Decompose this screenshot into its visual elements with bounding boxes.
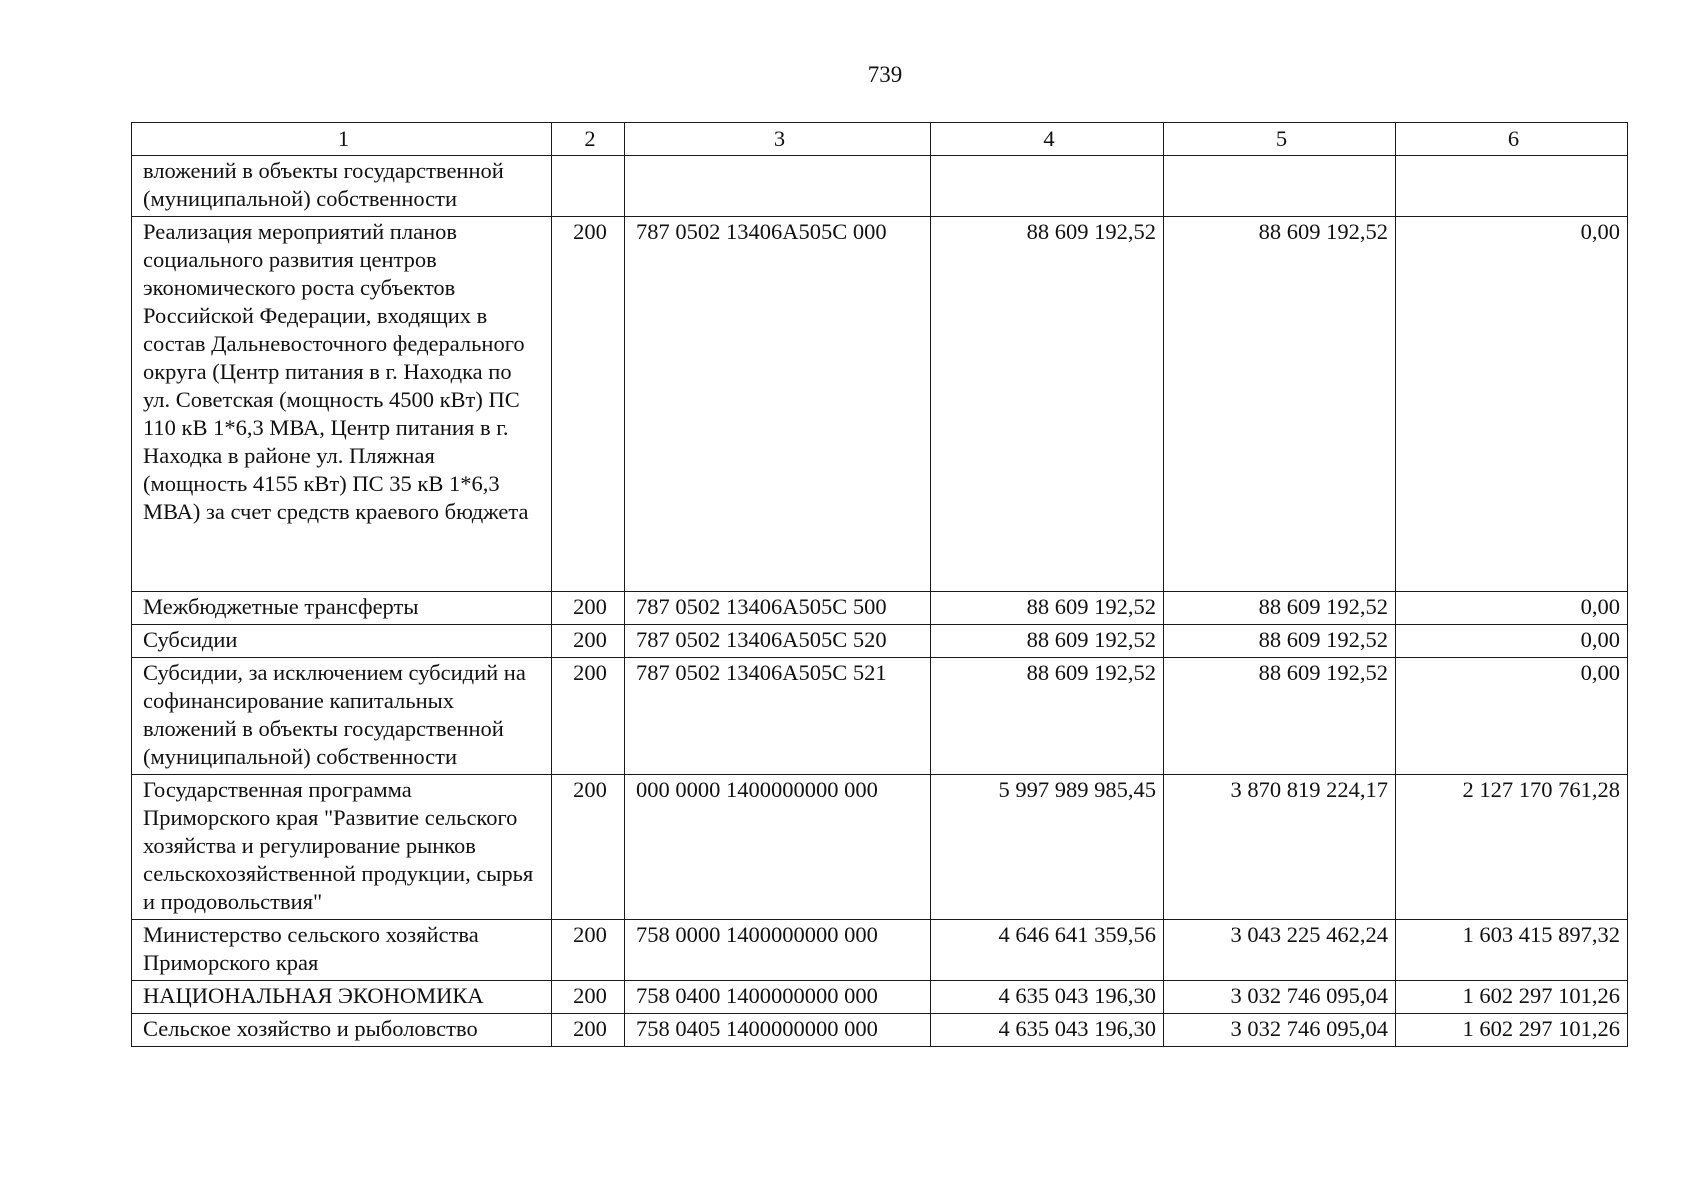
row-code: 200 [552,775,625,920]
column-header: 3 [625,123,931,156]
row-name: Сельское хозяйство и рыболовство [132,1014,552,1047]
row-classification-code: 787 0502 13406А505С 500 [625,592,931,625]
row-value-6 [1396,156,1628,217]
row-value-4: 4 646 641 359,56 [931,920,1164,981]
row-name: Министерство сельского хозяйства Приморского края [132,920,552,981]
column-header: 5 [1164,123,1396,156]
row-name: НАЦИОНАЛЬНАЯ ЭКОНОМИКА [132,981,552,1014]
row-name: Межбюджетные трансферты [132,592,552,625]
row-value-4: 4 635 043 196,30 [931,981,1164,1014]
row-classification-code: 787 0502 13406А505С 000 [625,217,931,592]
table-row [132,217,1628,592]
row-code: 200 [552,592,625,625]
row-value-6: 1 603 415 897,32 [1396,920,1628,981]
row-value-5: 3 043 225 462,24 [1164,920,1396,981]
row-value-6: 0,00 [1396,625,1628,658]
column-header: 4 [931,123,1164,156]
row-value-5: 88 609 192,52 [1164,217,1396,592]
row-name: Субсидии, за исключением субсидий на софинансирование капитальных вложений в объекты государственной (муниципальной) собственности [132,658,552,775]
column-header: 6 [1396,123,1628,156]
row-name: Реализация мероприятий планов социального развития центров экономического роста субъектов Российской Федерации, входящих в состав Дальневосточного федерального округа (Центр питания в г. Находка по ул. Советская (мощность 4500 кВт) ПС 110 кВ 1*6,3 МВА, Центр питания в г. Находка в районе ул. Пляжная (мощность 4155 кВт) ПС 35 кВ 1*6,3 МВА) за счет средств краевого бюджета [132,217,552,592]
row-value-6: 0,00 [1396,217,1628,592]
row-value-5: 88 609 192,52 [1164,658,1396,775]
row-code: 200 [552,981,625,1014]
row-value-5: 88 609 192,52 [1164,625,1396,658]
row-value-4: 88 609 192,52 [931,592,1164,625]
row-value-6: 1 602 297 101,26 [1396,981,1628,1014]
column-header: 1 [132,123,552,156]
table-row [132,658,1628,775]
table-row [132,775,1628,920]
row-code: 200 [552,658,625,775]
row-value-4: 88 609 192,52 [931,658,1164,775]
table-row [132,1014,1628,1047]
row-value-4: 4 635 043 196,30 [931,1014,1164,1047]
row-classification-code: 787 0502 13406А505С 520 [625,625,931,658]
row-name: вложений в объекты государственной (муниципальной) собственности [132,156,552,217]
row-classification-code: 758 0000 1400000000 000 [625,920,931,981]
row-name: Субсидии [132,625,552,658]
row-classification-code: 787 0502 13406А505С 521 [625,658,931,775]
table-row [132,625,1628,658]
row-value-5 [1164,156,1396,217]
row-value-5: 3 032 746 095,04 [1164,981,1396,1014]
row-name: Государственная программа Приморского края "Развитие сельского хозяйства и регулирование рынков сельскохозяйственной продукции, сырья и продовольствия" [132,775,552,920]
row-value-6: 0,00 [1396,658,1628,775]
row-value-4 [931,156,1164,217]
row-value-5: 88 609 192,52 [1164,592,1396,625]
header-row [132,123,1628,156]
row-code: 200 [552,625,625,658]
row-code: 200 [552,1014,625,1047]
budget-table [131,122,1628,1047]
row-value-5: 3 032 746 095,04 [1164,1014,1396,1047]
row-classification-code: 000 0000 1400000000 000 [625,775,931,920]
row-classification-code: 758 0400 1400000000 000 [625,981,931,1014]
row-code: 200 [552,217,625,592]
row-value-4: 88 609 192,52 [931,625,1164,658]
row-code: 200 [552,920,625,981]
row-classification-code [625,156,931,217]
row-value-5: 3 870 819 224,17 [1164,775,1396,920]
table-row [132,981,1628,1014]
table-row [132,592,1628,625]
row-value-6: 1 602 297 101,26 [1396,1014,1628,1047]
row-value-4: 88 609 192,52 [931,217,1164,592]
column-header: 2 [552,123,625,156]
row-code [552,156,625,217]
row-value-6: 2 127 170 761,28 [1396,775,1628,920]
table-row [132,156,1628,217]
table-row [132,920,1628,981]
row-value-4: 5 997 989 985,45 [931,775,1164,920]
row-value-6: 0,00 [1396,592,1628,625]
row-classification-code: 758 0405 1400000000 000 [625,1014,931,1047]
page-number: 739 [867,62,903,87]
